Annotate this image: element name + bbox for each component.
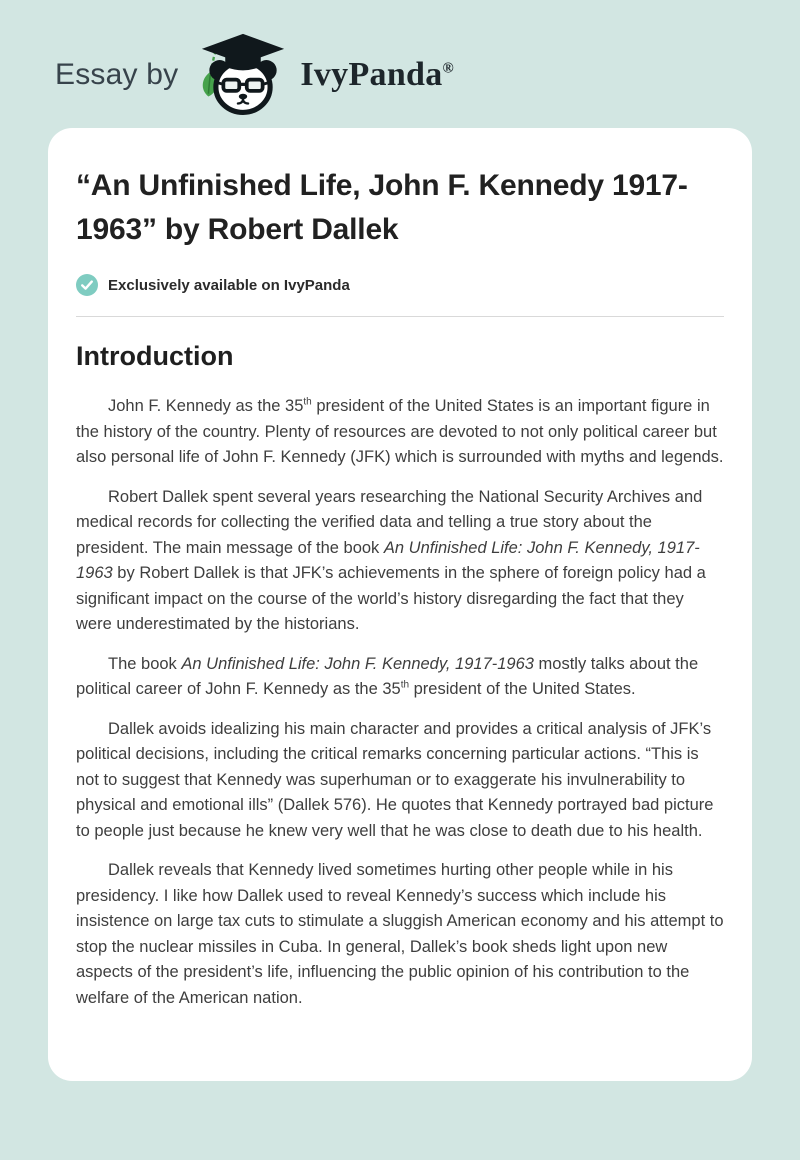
registered-mark: ® (442, 60, 455, 77)
brand-text: IvyPanda (300, 56, 443, 93)
paragraph-2: Robert Dallek spent several years researching the National Security Archives and medical records for collecting the verified data and telling a true story about the president. The main message of the book An Unfinished Life: John F. Kennedy, 1917-1963 by Robert Dallek is that JFK’s achievements in the sphere of foreign policy had a significant impact on the course of the world’s history disregarding the fact that they were underestimated by the historians. (76, 487, 706, 634)
paragraph-5: Dallek reveals that Kennedy lived sometimes hurting other people while in his presidency. I like how Dallek used to reveal Kennedy’s success which include his insistence on large tax cuts to stimulate a sluggish American economy and his attempt to stop the nuclear missiles in Cuba. In general, Dallek’s book sheds light upon new aspects of the president’s life, influencing the public opinion of his contribution to the welfare of the American nation. (76, 861, 724, 1007)
panda-graduate-icon (192, 32, 294, 118)
essay-body (76, 394, 724, 1011)
essay-title: “An Unfinished Life, John F. Kennedy 1917-1963” by Robert Dallek (76, 169, 688, 247)
section-heading-introduction: Introduction (76, 341, 234, 372)
paragraph-1: John F. Kennedy as the 35th president of the United States is an important figure in the history of the country. Plenty of resources are devoted to not only political career but also personal life of John F. Kennedy (JFK) which is surrounded with myths and legends. (76, 396, 724, 467)
site-header (0, 0, 800, 128)
exclusive-badge-label: Exclusively available on IvyPanda (108, 276, 350, 294)
paragraph-4: Dallek avoids idealizing his main character and provides a critical analysis of JFK’s political decisions, including the critical remarks concerning particular actions. “This is not to suggest that Kennedy was superhuman or to exaggerate his invulnerability to physical and emotional ills” (Dallek 576). He quotes that Kennedy portrayed bad picture to people just because he knew very well that he was close to death due to his health. (76, 719, 714, 840)
exclusive-badge (76, 274, 724, 296)
essay-card (48, 128, 752, 1081)
paragraph-3: The book An Unfinished Life: John F. Kennedy, 1917-1963 mostly talks about the political career of John F. Kennedy as the 35th president of the United States. (76, 654, 699, 699)
divider (76, 316, 724, 317)
check-circle-icon (76, 274, 98, 296)
ivypanda-logo (192, 32, 294, 118)
essay-by-label: Essay by (55, 58, 179, 91)
brand-name (300, 56, 454, 94)
